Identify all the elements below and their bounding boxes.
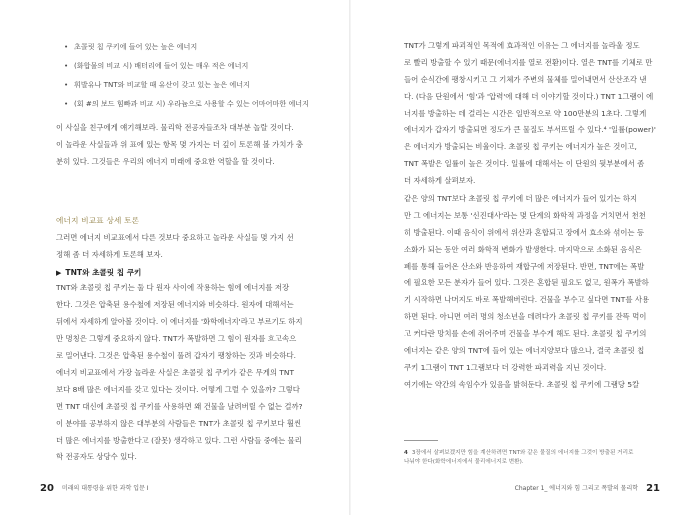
page-number: 21 — [646, 483, 660, 494]
paragraph: 여기에는 약간의 속임수가 있음을 밝혀둔다. 초콜릿 칩 쿠키에 그램당 5칼 — [404, 380, 640, 389]
paragraph: TNT가 그렇게 파괴적인 목적에 효과적인 이유는 그 에너지를 놀라울 정도 로 빨리 방출할 수 있기 때문(에너지를 열로 전환)이다. 열은 TNT를 기체로 만 들어 순식간에 팽창시키고 그 기체가 주변의 물체를 밀어내면서 산산조각 낸 다. (다음 단원에서 '힘'과 '압력'에 대해 더 이야기할 것이다.) TNT 1그램이 에 너지를 방출하는 데 걸리는 시간은 일반적으로 약 100만분의 1초다. 그렇게 에너지가 갑자기 방출되면 정도가 큰 물질도 부서뜨릴 수 있다.⁴ '일률(power)' 은 에너지가 방출되는 비율이다. 초콜릿 칩 쿠키는 에너지가 높은 것이고, TNT 폭발은 일률이 높은 것이다. 일률에 대해서는 이 단원의 뒷부분에서 좀 더 자세하게 살펴보자. — [404, 41, 656, 186]
running-title: Chapter 1_ 에너지와 힘 그리고 폭발의 물리학 — [514, 485, 639, 492]
triangle-bullet-icon: ▶ — [56, 269, 62, 277]
paragraph: 같은 양의 TNT보다 초콜릿 칩 쿠키에 더 많은 에너지가 들어 있기는 하지 만 그 에너지는 보통 '신진대사'라는 몇 단계의 화학적 과정을 거치면서 천천 히 방출된다. 이때 음식이 위에서 위산과 혼합되고 장에서 효소와 섞이는 등 소화가 되는 동안 여러 화학적 변화가 발생한다. 마지막으로 소화된 음식은 폐를 통해 들어온 산소와 반응하여 재합구에 저장된다. 반면, TNT에는 폭발 에 필요한 모든 분자가 들어 있다. 그것은 혼합된 필요도 없고, 원폭가 폭발하 기 시작하면 나머지도 바로 폭발해버린다. 건물을 부수고 싶다면 TNT를 사용 하면 된다. 아니면 여러 명의 청소년을 데려다가 초콜릿 칩 쿠키를 잔뜩 먹이 고 커다란 망치를 손에 쥐어주며 건물을 부수게 해도 된다. 초콜릿 칩 쿠키의 에너지는 같은 양의 TNT에 들어 있는 에너지양보다 많으나, 결국 초콜릿 칩 쿠키 1그램이 TNT 1그램보다 더 강력한 파괴력을 지닌 것이다. — [404, 194, 650, 372]
section-title: 에너지 비교표 상세 토론 — [56, 216, 140, 225]
paragraph: TNT와 초콜릿 칩 쿠키는 둘 다 원자 사이에 작용하는 힘에 에너지를 저장 한다. 그것은 압축된 용수철에 저장된 에너지와 비슷하다. 원자에 대해서는 뒤에서 자세하게 알아볼 것이다. 이 에너지를 '화학에너지'라고 부르기도 하지 만 명칭은 그렇게 중요하지 않다. TNT가 폭발하면 그 힘이 원자를 흐고속으 로 밀어낸다. 그것은 압축된 용수철이 풀려 갑자기 팽창하는 것과 비슷하다. — [56, 283, 303, 360]
footnote: 4 3장에서 살펴보겠지만 힘을 계산하려면 TNT와 같은 물질의 에너지를 그것이 방출된 거리로 나눠야 한다(화학에너지에서 물리에너지로 변환). — [404, 450, 634, 465]
page-number: 20 — [40, 483, 54, 494]
paragraph: 그러면 에너지 비교표에서 다른 것보다 중요하고 놀라운 사실들 몇 가지 선 정해 좀 더 자세하게 토론해 보자. — [56, 233, 294, 259]
list-item: • 초콜릿 칩 쿠키에 들어 있는 높은 에너지 — [64, 42, 198, 51]
footnote-divider — [404, 440, 438, 441]
right-footer — [515, 483, 660, 494]
footnote-number: 4 — [404, 450, 408, 456]
paragraph: 에너지 비교표에서 가장 놀라운 사실은 초콜릿 칩 쿠키가 같은 무게의 TNT 보다 8배 많은 에너지를 갖고 있다는 것이다. 어떻게 그럴 수 있을까? 그렇다 면 TNT 대신에 초콜릿 칩 쿠키를 사용하면 왜 건물을 날려버릴 수 없는 걸까? 이 분야를 공부하지 않은 대부분의 사람들은 TNT가 초콜릿 칩 쿠키보다 훨씬 더 많은 에너지를 방출한다고 (잘못) 생각하고 있다. 그런 사람들 중에는 물리 학 전공자도 상당수 있다. — [56, 368, 303, 462]
list-item: • 휘발유나 TNT와 비교할 때 유산이 갖고 있는 높은 에너지 — [64, 80, 250, 89]
paragraph: 이 사실을 친구에게 얘기해보라. 물리학 전공자들조차 대부분 놀랄 것이다. 이 놀라운 사실들과 위 표에 있는 항목 몇 가지는 더 깊이 토론해 볼 가치가 충 분히 있다. 그것들은 우리의 에너지 미래에 중요한 역할을 할 것이다. — [56, 123, 304, 166]
subsection-title: ▶ TNT와 초콜릿 칩 쿠키 — [56, 268, 142, 277]
list-item: • (화합물의 비교 시) 배터리에 들어 있는 매우 적은 에너지 — [64, 61, 249, 70]
running-title: 미래의 대통령을 위한 과학 입문 I — [61, 485, 149, 492]
bullet-list — [64, 42, 334, 118]
left-footer — [40, 483, 149, 494]
list-item: • (회 #의 보드 힘빠과 비교 시) 우라늄으로 사용할 수 있는 어마어마한 에너지 — [64, 99, 310, 108]
